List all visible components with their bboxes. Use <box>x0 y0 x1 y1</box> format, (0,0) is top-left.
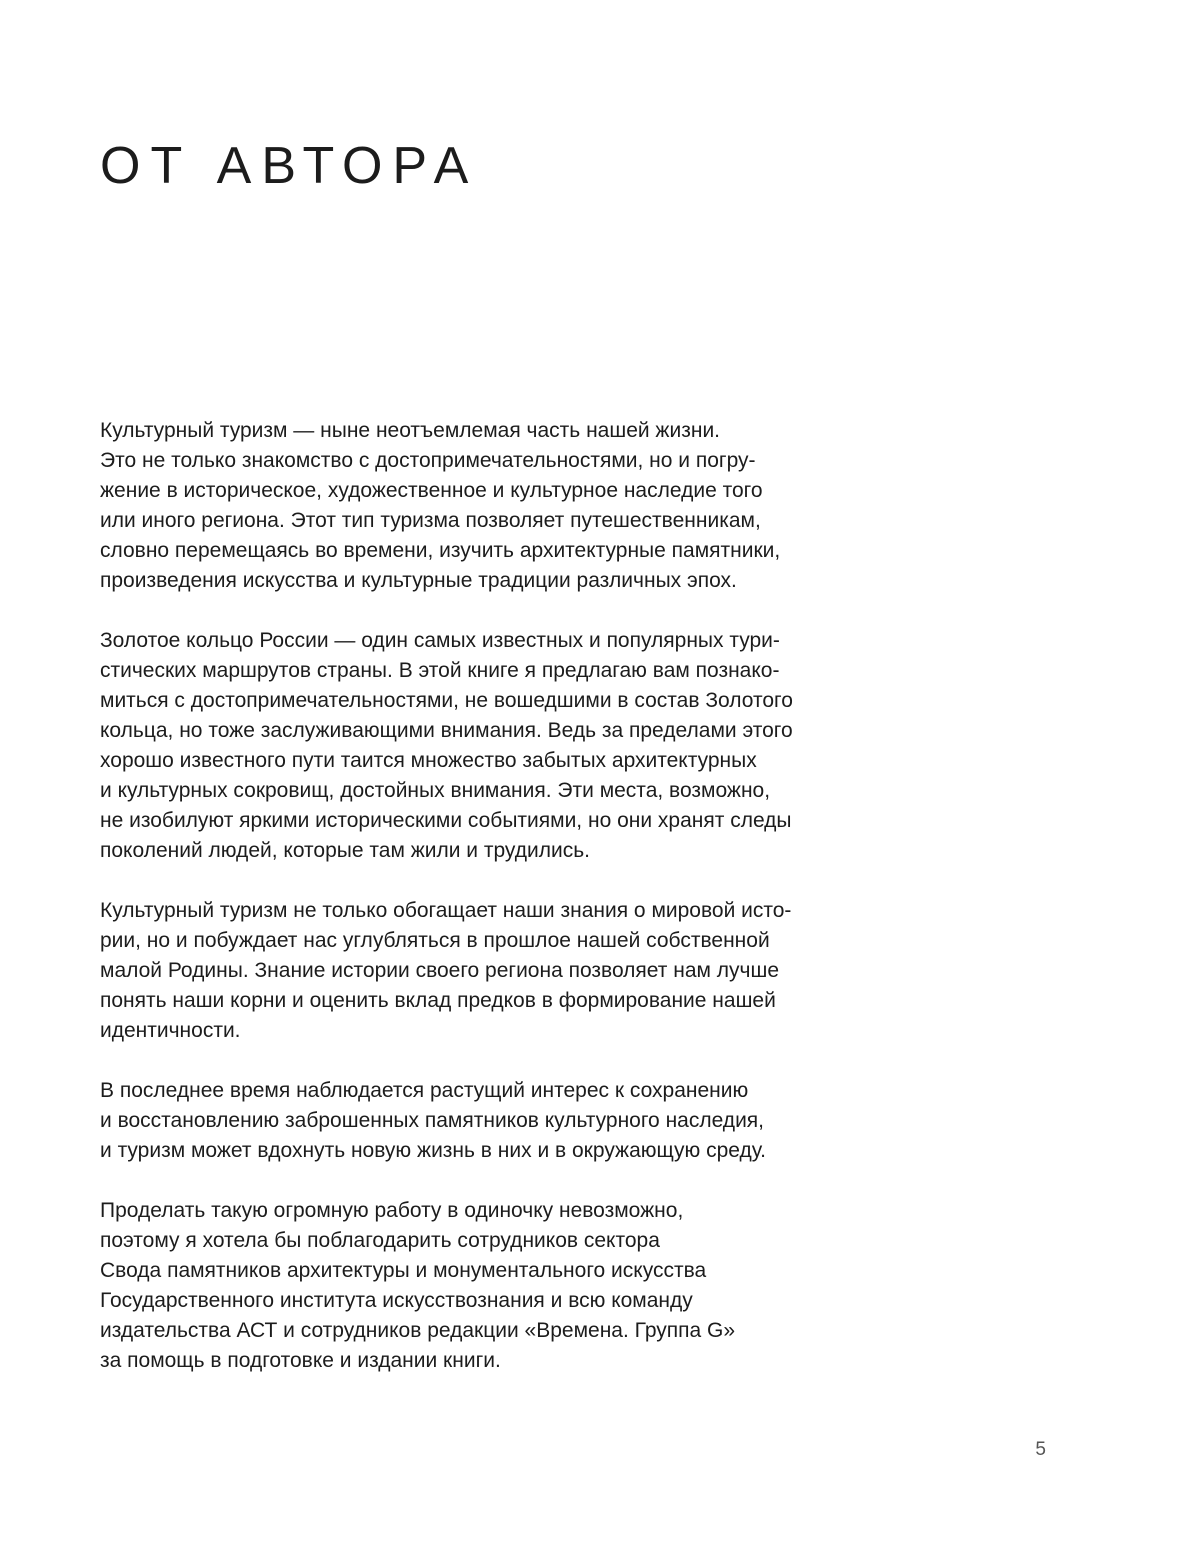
text-line: кольца, но тоже заслуживающими внимания. Ведь за пределами этого <box>100 719 793 742</box>
paragraph <box>100 626 860 866</box>
page-number: 5 <box>1035 1439 1046 1460</box>
text-line: и культурных сокровищ, достойных внимания. Эти места, возможно, <box>100 779 771 802</box>
text-line: и туризм может вдохнуть новую жизнь в них и в окружающую среду. <box>100 1139 767 1162</box>
text-line: понять наши корни и оценить вклад предков в формирование нашей <box>100 989 776 1012</box>
paragraph <box>100 1076 860 1166</box>
text-line: рии, но и побуждает нас углубляться в прошлое нашей собственной <box>100 929 770 952</box>
text-line: жение в историческое, художественное и культурное наследие того <box>100 479 763 502</box>
text-line: издательства АСТ и сотрудников редакции «Времена. Группа G» <box>100 1319 736 1342</box>
text-line: поэтому я хотела бы поблагодарить сотрудников сектора <box>100 1229 660 1252</box>
page-body <box>100 416 860 1406</box>
paragraph <box>100 416 860 596</box>
paragraph <box>100 896 860 1046</box>
text-line: В последнее время наблюдается растущий интерес к сохранению <box>100 1079 749 1102</box>
text-line: миться с достопримечательностями, не вошедшими в состав Золотого <box>100 689 793 712</box>
text-line: Культурный туризм — ныне неотъемлемая часть нашей жизни. <box>100 419 721 442</box>
text-line: произведения искусства и культурные традиции различных эпох. <box>100 569 737 592</box>
text-line: поколений людей, которые там жили и трудились. <box>100 839 590 862</box>
page-title: ОТ АВТОРА <box>100 137 479 195</box>
text-line: Культурный туризм не только обогащает наши знания о мировой исто- <box>100 899 792 922</box>
text-line: стических маршрутов страны. В этой книге я предлагаю вам познако- <box>100 659 780 682</box>
text-line: или иного региона. Этот тип туризма позволяет путешественникам, <box>100 509 761 532</box>
paragraph <box>100 1196 860 1376</box>
text-line: словно перемещаясь во времени, изучить архитектурные памятники, <box>100 539 781 562</box>
text-line: Государственного института искусствознания и всю команду <box>100 1289 693 1312</box>
text-line: за помощь в подготовке и издании книги. <box>100 1349 501 1372</box>
text-line: и восстановлению заброшенных памятников культурного наследия, <box>100 1109 765 1132</box>
text-line: Проделать такую огромную работу в одиночку невозможно, <box>100 1199 684 1222</box>
text-line: малой Родины. Знание истории своего региона позволяет нам лучше <box>100 959 780 982</box>
text-line: идентичности. <box>100 1019 241 1042</box>
text-line: не изобилуют яркими историческими событиями, но они хранят следы <box>100 809 792 832</box>
text-line: Свода памятников архитектуры и монументального искусства <box>100 1259 707 1282</box>
text-line: хорошо известного пути таится множество забытых архитектурных <box>100 749 757 772</box>
text-line: Это не только знакомство с достопримечательностями, но и погру- <box>100 449 756 472</box>
text-line: Золотое кольцо России — один самых известных и популярных тури- <box>100 629 780 652</box>
